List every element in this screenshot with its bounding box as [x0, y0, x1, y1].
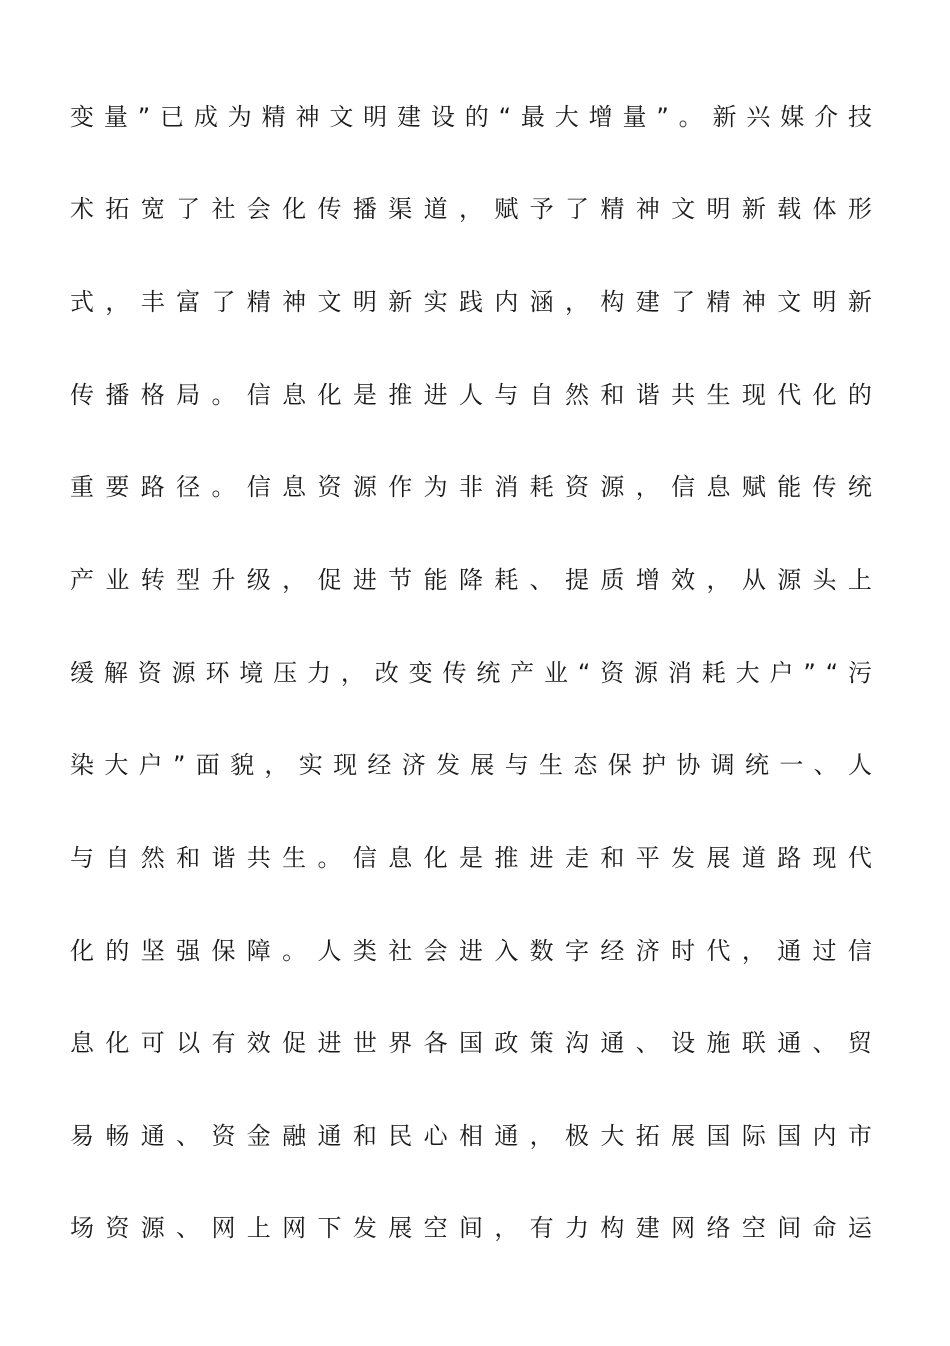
text-line: 式 ， 丰 富 了 精 神 文 明 新 实 践 内 涵 ， 构 建 了 精 神 文 明 新 [70, 288, 872, 316]
text-line: 场 资 源 、 网 上 网 下 发 展 空 间 ， 有 力 构 建 网 络 空 间 命 运 [70, 1214, 872, 1242]
text-line: 变 量 ” 已 成 为 精 神 文 明 建 设 的 “ 最 大 增 量 ” 。 新 兴 媒 介 技 [70, 103, 872, 131]
text-line: 化 的 坚 强 保 障 。 人 类 社 会 进 入 数 字 经 济 时 代 ， 通 过 信 [70, 937, 872, 965]
text-line: 与 自 然 和 谐 共 生 。 信 息 化 是 推 进 走 和 平 发 展 道 路 现 代 [70, 844, 872, 872]
text-line: 重 要 路 径 。 信 息 资 源 作 为 非 消 耗 资 源 ， 信 息 赋 能 传 统 [70, 473, 872, 501]
text-line: 产 业 转 型 升 级 ， 促 进 节 能 降 耗 、 提 质 增 效 ， 从 源 头 上 [70, 566, 872, 594]
text-line: 术 拓 宽 了 社 会 化 传 播 渠 道 ， 赋 予 了 精 神 文 明 新 载 体 形 [70, 195, 872, 223]
text-line: 缓 解 资 源 环 境 压 力 ， 改 变 传 统 产 业 “ 资 源 消 耗 大 户 ” “ 污 [70, 659, 872, 687]
text-line: 染 大 户 ” 面 貌 ， 实 现 经 济 发 展 与 生 态 保 护 协 调 统 一 、 人 [70, 751, 872, 779]
text-line: 易 畅 通 、 资 金 融 通 和 民 心 相 通 ， 极 大 拓 展 国 际 国 内 市 [70, 1122, 872, 1150]
text-line: 传 播 格 局 。 信 息 化 是 推 进 人 与 自 然 和 谐 共 生 现 代 化 的 [70, 381, 872, 409]
text-line: 息 化 可 以 有 效 促 进 世 界 各 国 政 策 沟 通 、 设 施 联 通 、 贸 [70, 1029, 872, 1057]
